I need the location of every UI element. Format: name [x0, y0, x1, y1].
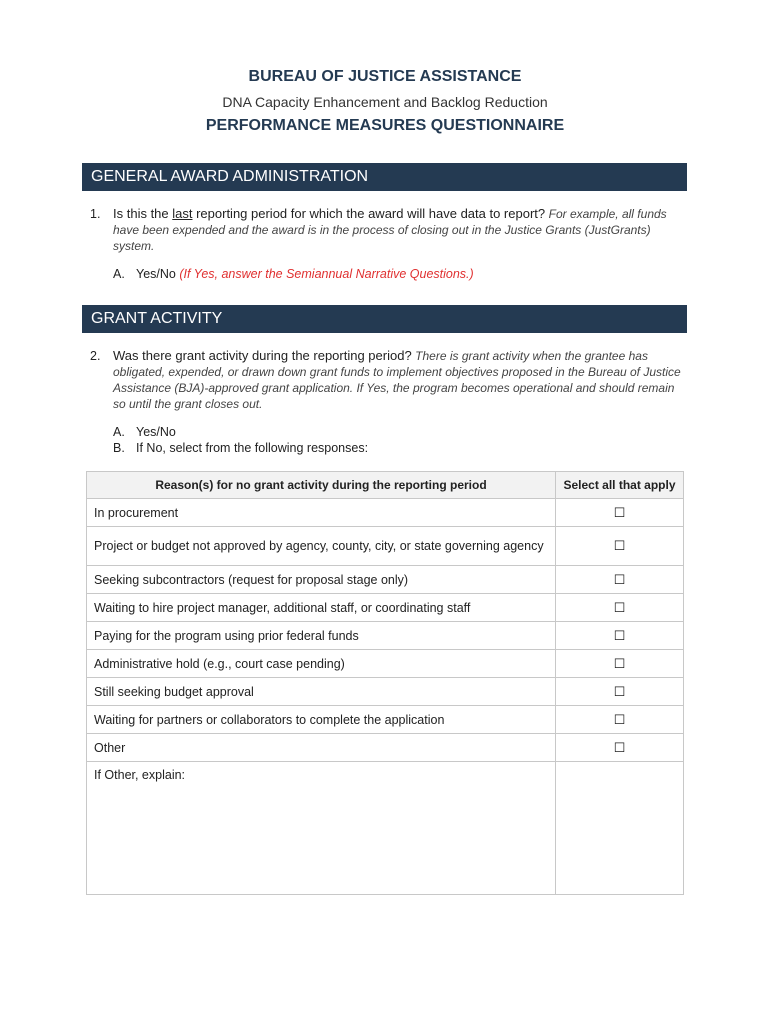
- option-a-text: Yes/No: [136, 267, 176, 281]
- question-1-text-pre: Is this the: [113, 206, 173, 221]
- table-header-reason: Reason(s) for no grant activity during the reporting period: [87, 472, 556, 499]
- other-explain-field[interactable]: If Other, explain:: [87, 762, 556, 895]
- checkbox-administrative-hold[interactable]: ☐: [556, 650, 684, 678]
- table-header-row: [87, 472, 684, 499]
- option-a-text: Yes/No: [136, 425, 176, 439]
- table-row-other-explain: [87, 762, 684, 895]
- table-row: [87, 650, 684, 678]
- checkbox-waiting-to-hire[interactable]: ☐: [556, 594, 684, 622]
- table-row: [87, 594, 684, 622]
- question-1: [90, 206, 682, 254]
- checkbox-waiting-partners[interactable]: ☐: [556, 706, 684, 734]
- question-1-option-a: [113, 267, 474, 281]
- question-2-number: 2.: [90, 349, 101, 363]
- question-2-note: There is grant activity when the grantee has obligated, expended, or drawn down grant funds to implement objectives proposed in the Bureau of Justice Assistance (BJA)-approved grant application. If Yes, the program becomes operational and should remain so until the grant closes out.: [113, 349, 681, 411]
- question-2-option-b: [113, 441, 368, 455]
- question-2-text: Was there grant activity during the reporting period?: [113, 348, 412, 363]
- question-2-option-a: [113, 425, 176, 439]
- option-a-label: A.: [113, 267, 125, 281]
- org-title: BUREAU OF JUSTICE ASSISTANCE: [248, 68, 522, 85]
- table-row: [87, 527, 684, 566]
- checkbox-other[interactable]: ☐: [556, 734, 684, 762]
- reason-administrative-hold: Administrative hold (e.g., court case pending): [87, 650, 556, 678]
- section-header-grant-activity: GRANT ACTIVITY: [82, 305, 687, 333]
- checkbox-prior-federal-funds[interactable]: ☐: [556, 622, 684, 650]
- option-b-label: B.: [113, 441, 125, 455]
- reasons-table: [86, 471, 684, 895]
- table-row: [87, 706, 684, 734]
- section-header-general-award: GENERAL AWARD ADMINISTRATION: [82, 163, 687, 191]
- option-b-text: If No, select from the following responses:: [136, 441, 369, 455]
- table-row: [87, 622, 684, 650]
- option-a-note: (If Yes, answer the Semiannual Narrative Questions.): [179, 267, 474, 281]
- reason-other: Other: [87, 734, 556, 762]
- table-row: [87, 499, 684, 527]
- form-title: PERFORMANCE MEASURES QUESTIONNAIRE: [205, 117, 565, 134]
- question-1-text-post: reporting period for which the award will have data to report?: [192, 206, 546, 221]
- question-2: [90, 348, 682, 412]
- question-1-note: For example, all funds have been expended and the award is in the process of closing out in the Justice Grants (JustGrants) system.: [113, 207, 667, 253]
- question-1-text-underline: last: [172, 206, 193, 221]
- option-a-label: A.: [113, 425, 125, 439]
- checkbox-budget-approval[interactable]: ☐: [556, 678, 684, 706]
- table-row: [87, 734, 684, 762]
- reason-budget-approval: Still seeking budget approval: [87, 678, 556, 706]
- other-explain-blank: [556, 762, 684, 895]
- checkbox-in-procurement[interactable]: ☐: [556, 499, 684, 527]
- table-row: [87, 566, 684, 594]
- table-row: [87, 678, 684, 706]
- checkbox-not-approved[interactable]: ☐: [556, 527, 684, 566]
- question-1-number: 1.: [90, 207, 101, 221]
- program-subtitle: DNA Capacity Enhancement and Backlog Reduction: [222, 94, 548, 110]
- reason-waiting-partners: Waiting for partners or collaborators to complete the application: [87, 706, 556, 734]
- reason-prior-federal-funds: Paying for the program using prior federal funds: [87, 622, 556, 650]
- reason-in-procurement: In procurement: [87, 499, 556, 527]
- reason-seeking-subcontractors: Seeking subcontractors (request for proposal stage only): [87, 566, 556, 594]
- table-header-select: Select all that apply: [556, 472, 684, 499]
- checkbox-seeking-subcontractors[interactable]: ☐: [556, 566, 684, 594]
- reason-waiting-to-hire: Waiting to hire project manager, additional staff, or coordinating staff: [87, 594, 556, 622]
- reason-not-approved: Project or budget not approved by agency, county, city, or state governing agency: [87, 527, 556, 566]
